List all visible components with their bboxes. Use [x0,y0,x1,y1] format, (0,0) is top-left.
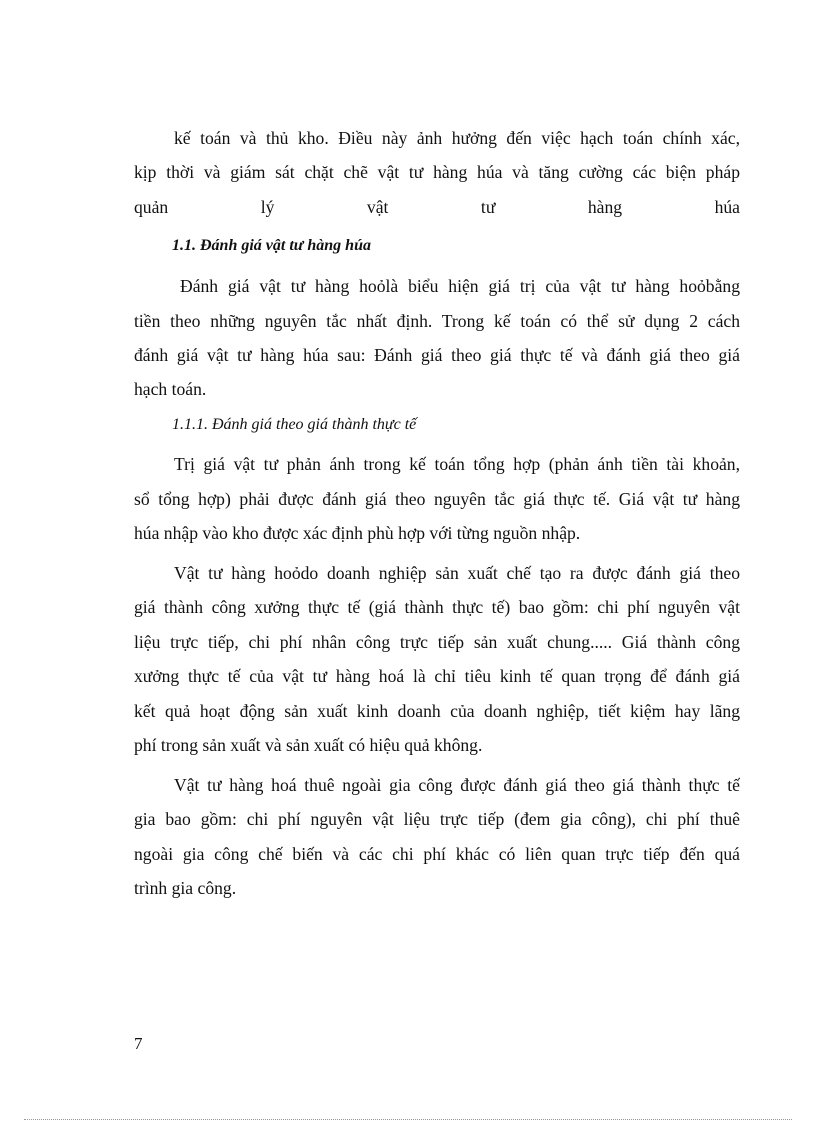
footer-divider [24,1119,792,1120]
text-line: kế toán và thủ kho. Điều này ảnh hưởng đến việc hạch toán chính xác, [174,128,740,148]
text-line: Vật tư hàng hoá thuê ngoài gia công được đánh giá theo giá thành thực tế [174,775,740,795]
text-line: Vật tư hàng hoỏdo doanh nghiệp sản xuất chế tạo ra được đánh giá theo [174,563,740,583]
text-line: liệu trực tiếp, chi phí nhân công trực tiếp sản xuất chung..... Giá thành công [134,632,740,652]
text-line: Trị giá vật tư phản ánh trong kế toán tổng hợp (phản ánh tiền tài khoản, [174,454,740,474]
text-line: sổ tổng hợp) phải được đánh giá theo nguyên tắc giá thực tế. Giá vật tư hàng [134,489,740,509]
section-heading: 1.1. Đánh giá vật tư hàng húa [172,237,371,254]
text-line: hạch toán. [134,379,207,399]
text-line: trình gia công. [134,878,237,898]
text-line: đánh giá vật tư hàng húa sau: Đánh giá theo giá thực tế và đánh giá theo giá [134,345,740,365]
text-line: kịp thời và giám sát chặt chẽ vật tư hàng húa và tăng cường các biện pháp [134,162,740,182]
text-line: xưởng thực tế của vật tư hàng hoá là chỉ tiêu kinh tế quan trọng để đánh giá [134,666,740,686]
text-line: phí trong sản xuất và sản xuất có hiệu quả không. [134,735,483,755]
page-number: 7 [134,1034,143,1053]
text-line: Đánh giá vật tư hàng hoỏlà biểu hiện giá trị của vật tư hàng hoỏbằng [180,276,740,296]
text-line: giá thành công xưởng thực tế (giá thành thực tế) bao gồm: chi phí nguyên vật [134,597,740,617]
text-line: gia bao gồm: chi phí nguyên vật liệu trực tiếp (đem gia công), chi phí thuê [134,809,740,829]
text-line: kết quả hoạt động sản xuất kinh doanh của doanh nghiệp, tiết kiệm hay lãng [134,701,740,721]
text-line: ngoài gia công chế biến và các chi phí khác có liên quan trực tiếp đến quá [134,844,740,864]
subsection-heading: 1.1.1. Đánh giá theo giá thành thực tế [172,416,417,433]
text-line: quản lý vật tư hàng húa [134,197,740,217]
text-line: húa nhập vào kho được xác định phù hợp với từng nguồn nhập. [134,523,581,543]
text-line: tiền theo những nguyên tắc nhất định. Trong kế toán có thể sử dụng 2 cách [134,311,740,331]
